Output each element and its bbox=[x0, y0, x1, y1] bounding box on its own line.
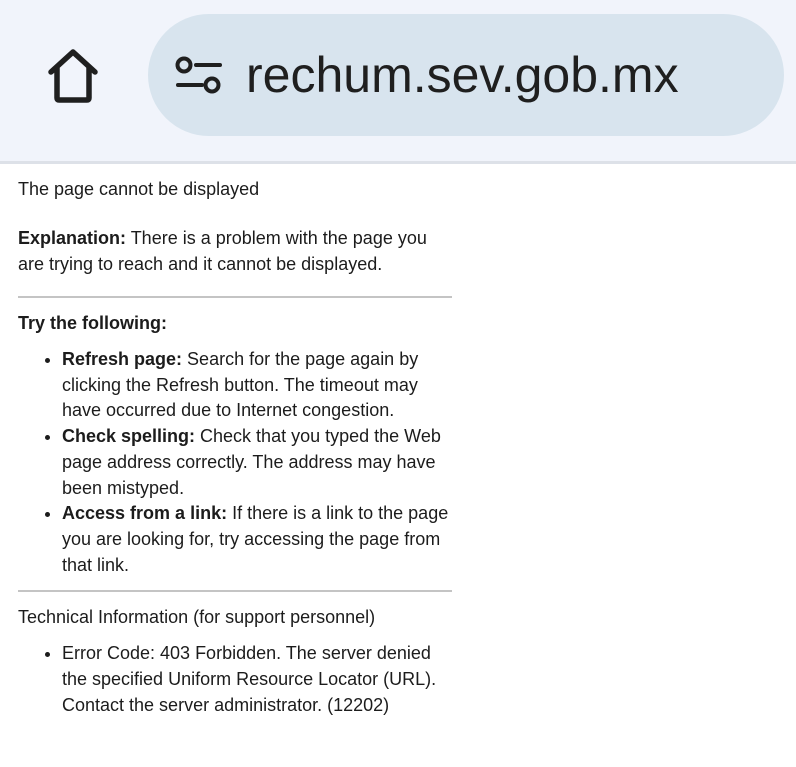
suggestion-label: Check spelling: bbox=[62, 426, 196, 447]
suggestion-text: If there is a link to the page you are looking for, try accessing the page from that link. bbox=[62, 503, 449, 575]
tech-heading: Technical Information (for support personnel) bbox=[18, 607, 376, 628]
home-icon bbox=[43, 45, 103, 105]
suggestion-text: Check that you typed the Web page address correctly. The address may have been mistyped. bbox=[62, 426, 441, 498]
tech-info-list bbox=[18, 641, 452, 718]
list-item bbox=[62, 501, 452, 578]
suggestions-list bbox=[18, 347, 452, 578]
home-button[interactable] bbox=[38, 40, 108, 110]
explanation-label: Explanation: bbox=[18, 228, 127, 248]
browser-toolbar bbox=[0, 0, 796, 164]
url-text[interactable]: rechum.sev.gob.mx bbox=[246, 47, 679, 103]
page-title: The page cannot be displayed bbox=[18, 179, 260, 199]
list-item: • Error Code: 403 Forbidden. The server denied the specified Uniform Resource Locator (URL). Contact the server administrator. (12202) bbox=[62, 641, 452, 718]
tune-icon[interactable] bbox=[174, 56, 224, 94]
explanation bbox=[18, 225, 452, 277]
address-bar[interactable] bbox=[148, 14, 784, 136]
suggestion-label: Access from a link: bbox=[62, 503, 228, 524]
explanation-text: There is a problem with the page you are trying to reach and it cannot be displayed. bbox=[18, 228, 427, 274]
list-item bbox=[62, 347, 452, 424]
list-item bbox=[62, 424, 452, 501]
suggestion-text: Search for the page again by clicking the Refresh button. The timeout may have occurred due to Internet congestion. bbox=[62, 349, 419, 421]
divider bbox=[18, 296, 452, 298]
error-page-content bbox=[18, 176, 452, 718]
try-heading: Try the following: bbox=[18, 313, 167, 333]
suggestion-label: Refresh page: bbox=[62, 349, 183, 369]
divider bbox=[18, 590, 452, 592]
